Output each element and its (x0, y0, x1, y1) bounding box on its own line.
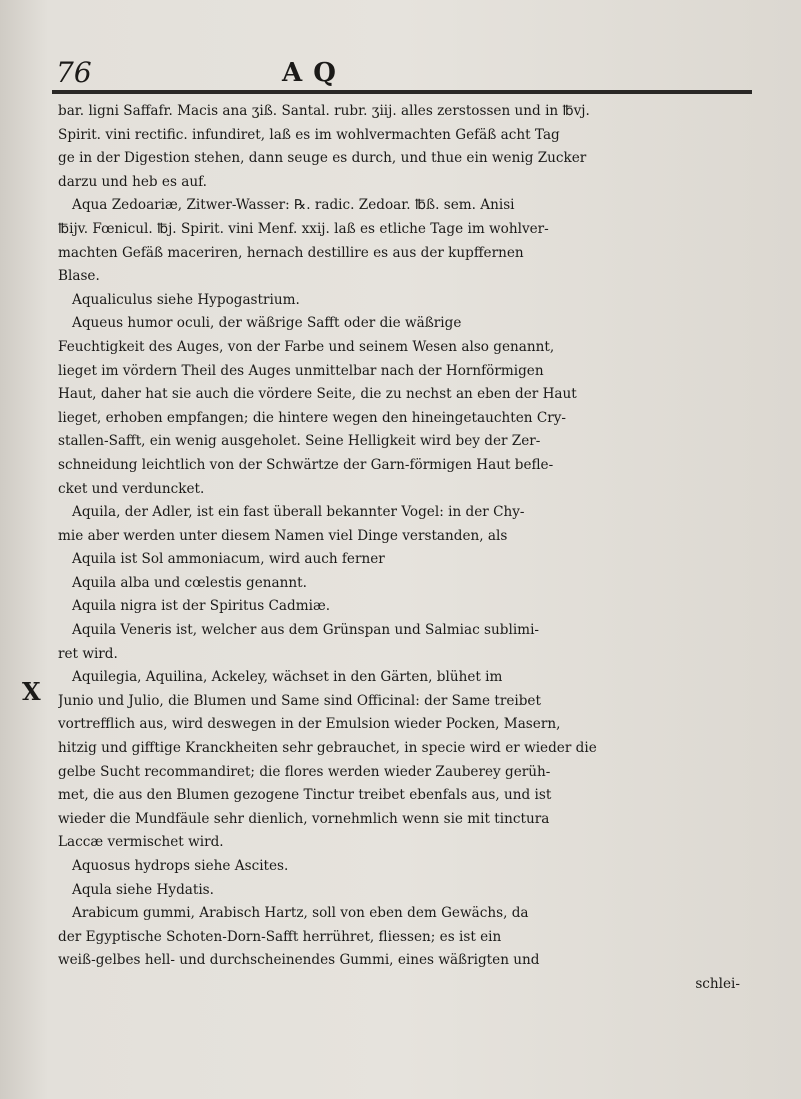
text-line: Laccæ vermischet wird. (58, 834, 224, 851)
entry-aqua-zedoariae: Aqua Zedoariæ, Zitwer-Wasser: ℞. radic. Zedoar. ℔ß. sem. Anisi (72, 197, 515, 214)
text-line: wieder die Mundfäule sehr dienlich, vornehmlich wenn sie mit tinctura (58, 810, 550, 827)
text-line: Spirit. vini rectific. infundiret, laß es im wohlvermachten Gefäß acht Tag (58, 126, 560, 143)
entry-aquilegia: Aquilegia, Aquilina, Ackeley, wächset in den Gärten, blühet im (72, 669, 503, 686)
text-line: lieget, erhoben empfangen; die hintere wegen den hineingetauchten Cry- (58, 409, 566, 426)
text-line: darzu und heb es auf. (58, 173, 207, 190)
sub-entry: Aquila alba und cœlestis genannt. (72, 574, 307, 591)
text-line: ret wird. (58, 645, 118, 662)
sub-entry: Aquila ist Sol ammoniacum, wird auch ferner (72, 551, 385, 568)
text-line: ge in der Digestion stehen, dann seuge es durch, und thue ein wenig Zucker (58, 150, 587, 167)
header-rule (52, 90, 752, 94)
text-line: weiß-gelbes hell- und durchscheinendes Gummi, eines wäßrigten und (58, 952, 540, 969)
text-line: lieget im vördern Theil des Auges unmittelbar nach der Hornförmigen (58, 362, 544, 379)
text-line: machten Gefäß maceriren, hernach destillire es aus der kupffernen (58, 244, 524, 261)
catchword-bottom: schlei- (695, 975, 740, 992)
dictionary-text (58, 100, 758, 997)
text-line: cket und verduncket. (58, 480, 205, 497)
entry-aqueus-humor: Aqueus humor oculi, der wäßrige Safft oder die wäßrige (72, 315, 462, 332)
text-line: Junio und Julio, die Blumen und Same sind Officinal: der Same treibet (58, 692, 541, 709)
text-line: vortrefflich aus, wird deswegen in der Emulsion wieder Pocken, Masern, (58, 716, 561, 733)
sub-entry: Aquila nigra ist der Spiritus Cadmiæ. (72, 598, 331, 615)
text-line: bar. ligni Saffafr. Macis ana ʒiß. Santal. rubr. ʒiij. alles zerstossen und in ℔vj. (58, 103, 590, 119)
page-number: 76 (56, 56, 92, 89)
sub-entry: Aquila Veneris ist, welcher aus dem Grünspan und Salmiac sublimi- (72, 622, 540, 639)
running-head: A Q (282, 58, 337, 88)
entry-aqula: Aqula siehe Hydatis. (72, 881, 214, 898)
margin-mark: X (22, 677, 41, 706)
entry-arabicum-gummi: Arabicum gummi, Arabisch Hartz, soll von eben dem Gewächs, da (72, 905, 529, 922)
entry-aquosus-hydrops: Aquosus hydrops siehe Ascites. (72, 858, 289, 874)
entry-aqualiculus: Aqualiculus siehe Hypogastrium. (72, 291, 300, 308)
entry-aquila: Aquila, der Adler, ist ein fast überall bekannter Vogel: in der Chy- (72, 504, 525, 521)
text-line: Haut, daher hat sie auch die vördere Seite, die zu nechst an eben der Haut (58, 386, 577, 403)
text-line: mie aber werden unter diesem Namen viel Dinge verstanden, als (58, 527, 508, 544)
text-line: Blase. (58, 268, 100, 285)
text-line: met, die aus den Blumen gezogene Tinctur treibet ebenfals aus, und ist (58, 787, 552, 804)
page-header (52, 56, 752, 96)
text-line: hitzig und gifftige Kranckheiten sehr gebrauchet, in specie wird er wieder die (58, 740, 597, 757)
text-line: ℔ijv. Fœnicul. ℔j. Spirit. vini Menf. xxij. laß es etliche Tage im wohlver- (58, 220, 549, 237)
text-line: gelbe Sucht recommandiret; die flores werden wieder Zauberey gerüh- (58, 763, 551, 780)
text-line: stallen-Safft, ein wenig ausgeholet. Seine Helligkeit wird bey der Zer- (58, 433, 541, 450)
text-line: schneidung leichtlich von der Schwärtze der Garn-förmigen Haut befle- (58, 456, 554, 473)
text-line: der Egyptische Schoten-Dorn-Safft herrühret, fliessen; es ist ein (58, 928, 502, 945)
text-line: Feuchtigkeit des Auges, von der Farbe und seinem Wesen also genannt, (58, 338, 555, 355)
